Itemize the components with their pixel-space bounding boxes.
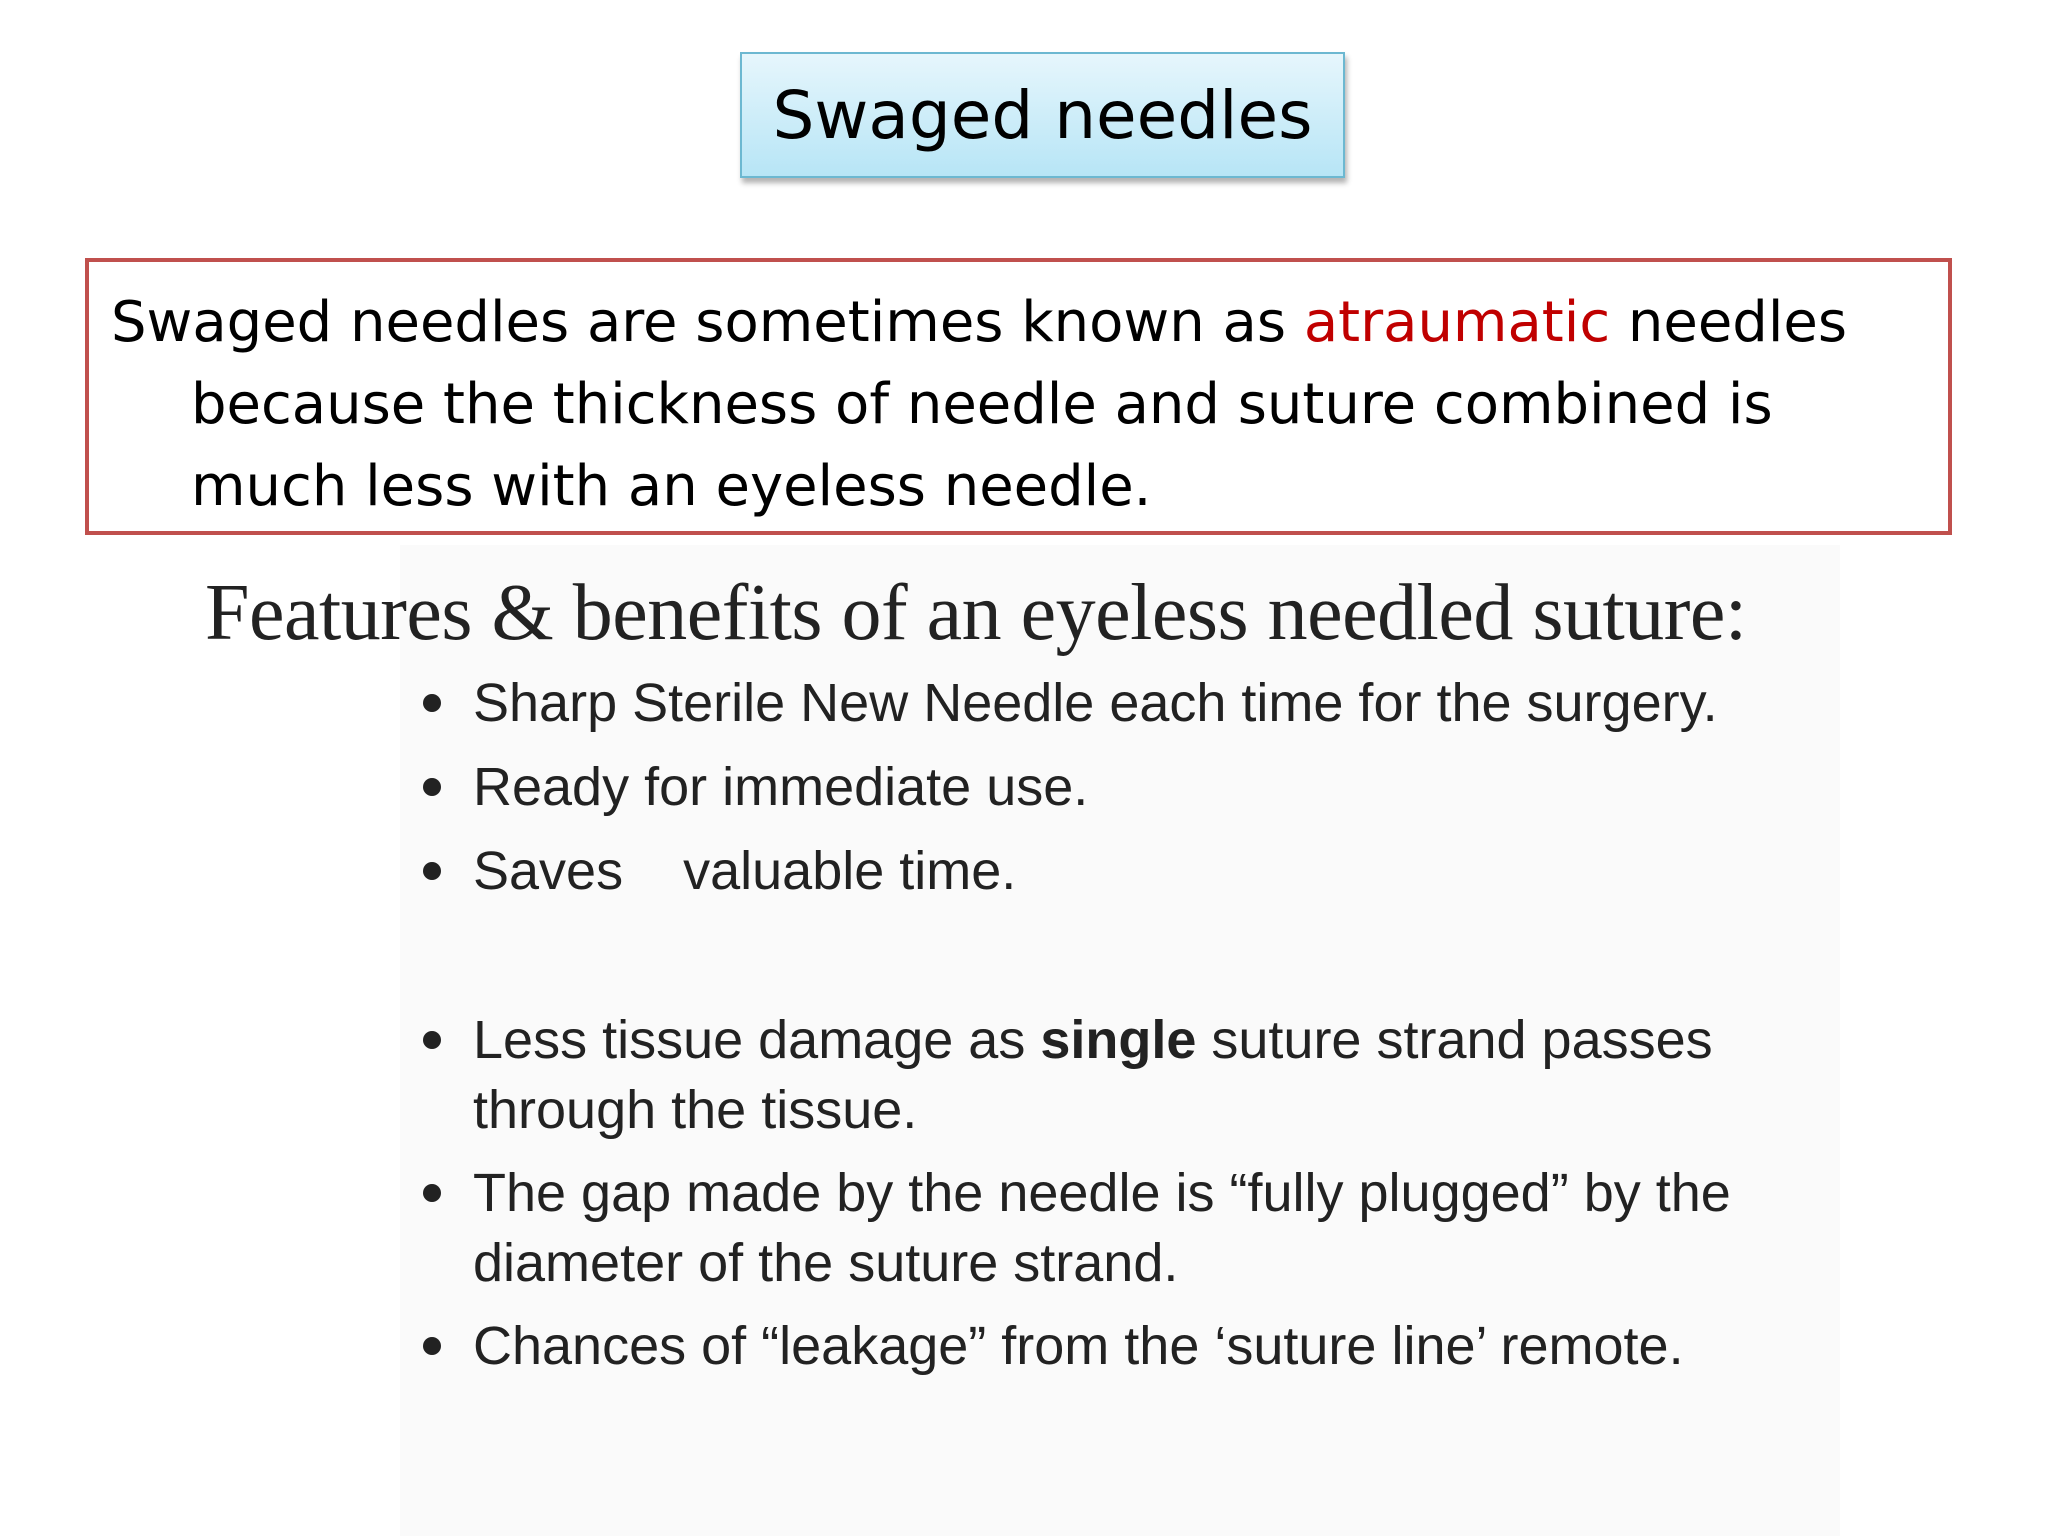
slide-title: Swaged needles — [772, 76, 1313, 154]
list-item — [420, 1005, 1860, 1145]
features-heading: Features & benefits of an eyeless needled suture: — [205, 569, 1747, 657]
bullet-text-part-1: Less tissue damage as — [473, 1010, 1041, 1070]
bullet-text-part-2: valuable time. — [683, 841, 1017, 901]
bullet-text: Chances of “leakage” from the ‘suture line’ remote. — [473, 1316, 1684, 1376]
bullet-text: Sharp Sterile New Needle each time for the surgery. — [473, 673, 1718, 733]
definition-part-1: Swaged needles are sometimes known as — [111, 290, 1304, 355]
bullet-icon — [423, 778, 441, 796]
list-item — [420, 668, 1860, 738]
bullet-icon — [423, 862, 441, 880]
definition-highlight: atraumatic — [1303, 290, 1611, 355]
bullet-text — [473, 836, 1860, 906]
bullet-icon — [423, 1184, 441, 1202]
bullet-text: Ready for immediate use. — [473, 757, 1089, 817]
bullet-text-part-1: Saves — [473, 841, 624, 901]
list-item — [420, 836, 1860, 906]
bullet-text — [473, 1005, 1860, 1145]
bullet-icon — [423, 1337, 441, 1355]
bullet-bold-text: single — [1040, 1010, 1197, 1070]
bullet-text: The gap made by the needle is “fully plugged” by the diameter of the suture strand. — [473, 1163, 1731, 1293]
list-item — [420, 752, 1860, 822]
bullet-icon — [423, 694, 441, 712]
bullet-text-part-2: suture strand passes through the tissue. — [473, 1010, 1713, 1140]
definition-part-2: needles because the thickness of needle and suture combined is much less with an eyeless needle. — [191, 290, 1848, 519]
definition-box — [85, 258, 1952, 535]
title-box — [740, 52, 1345, 178]
bullet-icon — [423, 1031, 441, 1049]
definition-text — [111, 282, 1928, 528]
list-item — [420, 1158, 1860, 1298]
list-item — [420, 1311, 1860, 1381]
